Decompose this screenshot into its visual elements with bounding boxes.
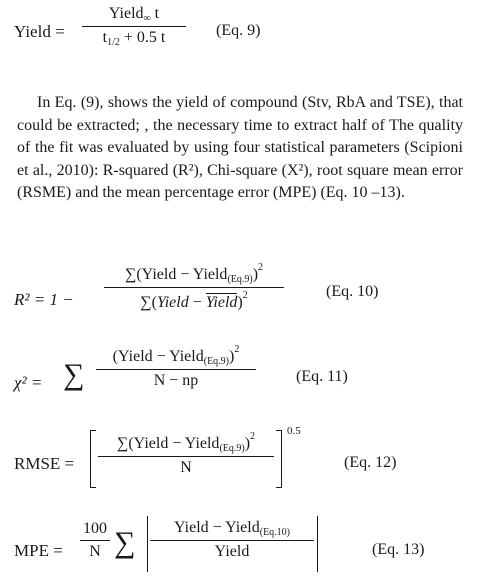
eq9-lhs: Yield = bbox=[14, 22, 65, 41]
eq9-denominator: $t_{1/2} + 0.5$ t bbox=[102, 29, 166, 48]
eq13-numerator: Yield − Yield$_{(Eq.10)}$ bbox=[173, 519, 291, 538]
eq11-denominator: N − np bbox=[153, 372, 199, 389]
eq13-coefficient bbox=[80, 520, 110, 561]
eq13-coef-numerator: 100 bbox=[83, 520, 107, 537]
eq10-numerator: ∑(Yield − Yield$_{(Eq.9)}$)$^2$ bbox=[124, 262, 264, 285]
eq13-fraction bbox=[150, 519, 314, 561]
eq11-numerator: (Yield − Yield$_{(Eq.9)}$)$^2$ bbox=[112, 344, 240, 367]
eq13-denominator: Yield bbox=[214, 543, 250, 560]
eq10-tag: (Eq. 10) bbox=[326, 283, 379, 300]
eq11-fraction bbox=[96, 344, 256, 390]
eq11-tag: (Eq. 11) bbox=[296, 368, 348, 385]
eq13-abs-left bbox=[147, 516, 148, 572]
eq12-left-bracket bbox=[90, 430, 96, 488]
eq13-lhs: MPE = bbox=[14, 541, 63, 560]
eq9-tag: (Eq. 9) bbox=[216, 22, 261, 39]
eq12-lhs: RMSE = bbox=[14, 454, 75, 473]
eq12-right-bracket bbox=[276, 430, 282, 488]
eq10-fraction bbox=[104, 262, 284, 312]
eq12-denominator: N bbox=[180, 459, 192, 476]
eq12-numerator: ∑(Yield − Yield$_{(Eq.9)}$)$^2$ bbox=[116, 431, 256, 454]
eq13-sum-symbol: ∑ bbox=[114, 526, 136, 559]
eq10-lhs: R² = 1 − bbox=[14, 290, 74, 309]
body-paragraph: In Eq. (9), shows the yield of compound (Stv, RbA and TSE), that could be extracted; , the necessary time to extract half of The quality of the fit was evaluated by using four statistical parameters (Scipioni et al., 2010): R-squared (R²), Chi-square (X²), root square mean error (RSME) and the mean percentage error (MPE) (Eq. 10 –13). bbox=[17, 94, 463, 201]
eq12-tag: (Eq. 12) bbox=[344, 454, 397, 471]
eq11-lhs: χ² = bbox=[14, 373, 43, 392]
eq9-numerator: Yield$_\infty$ t bbox=[108, 5, 160, 24]
eq11-sum-symbol: ∑ bbox=[63, 358, 85, 391]
eq13-tag: (Eq. 13) bbox=[372, 541, 425, 558]
eq12-exponent: 0.5 bbox=[287, 425, 301, 437]
eq13-coef-denominator: N bbox=[89, 543, 101, 560]
eq12-fraction bbox=[98, 431, 274, 477]
eq13-abs-right bbox=[317, 516, 318, 572]
eq10-denominator: ∑(Yield − Yield)$^2$ bbox=[140, 290, 248, 311]
eq9-fraction bbox=[82, 5, 186, 48]
